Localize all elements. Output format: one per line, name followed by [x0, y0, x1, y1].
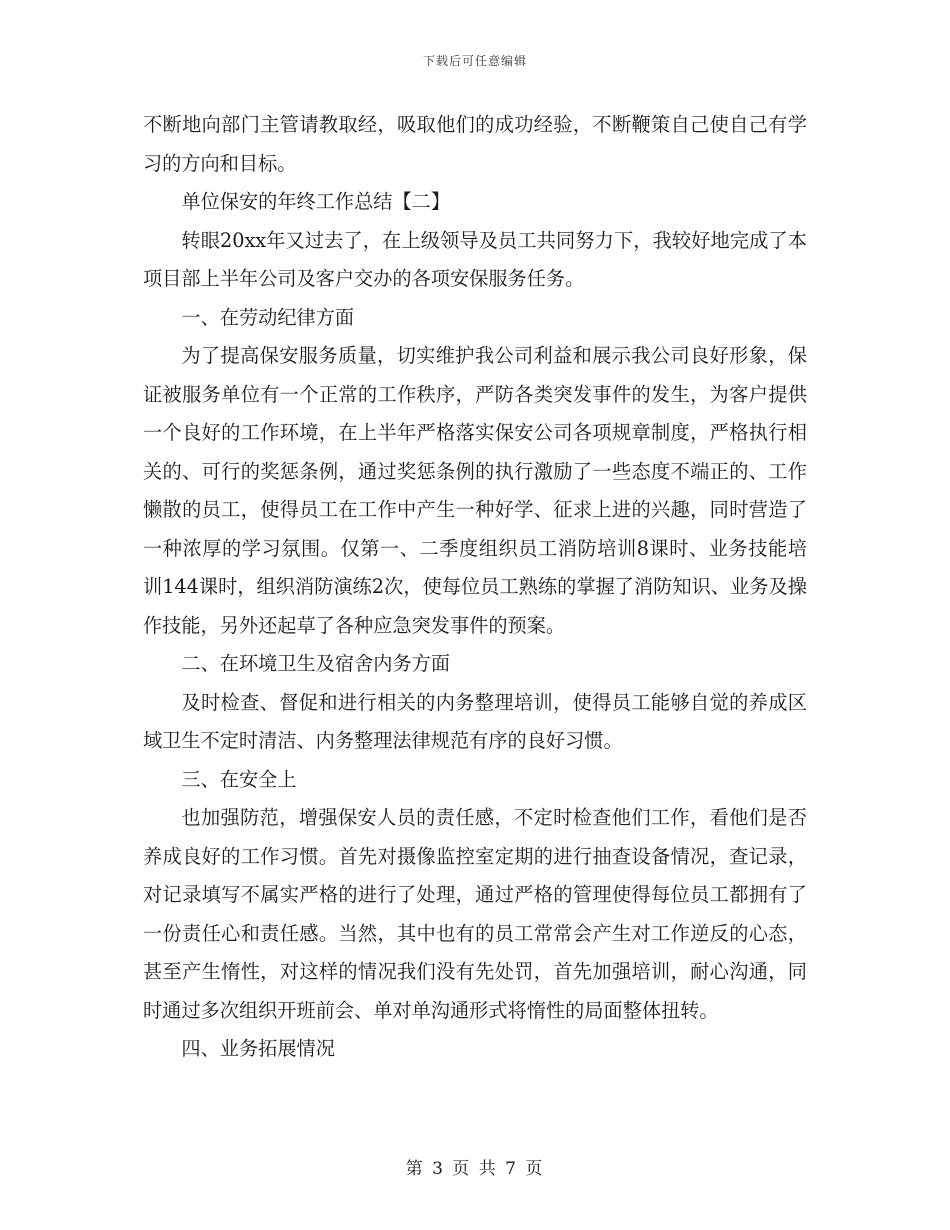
paragraph-continuation: 不断地向部门主管请教取经，吸取他们的成功经验，不断鞭策自己使自己有学习的方向和目标。 — [143, 113, 807, 175]
page-header: 下载后可任意编辑 — [422, 54, 527, 68]
paragraph: 及时检查、督促和进行相关的内务整理培训，使得员工能够自觉的养成区域卫生不定时清洁、内务整理法律规范有序的良好习惯。 — [143, 690, 807, 752]
document-body — [143, 106, 807, 1069]
subheading-business-expansion: 四、业务拓展情况 — [181, 1037, 335, 1060]
paragraph: 转眼20xx年又过去了，在上级领导及员工共同努力下，我较好地完成了本项目部上半年公司及客户交办的各项安保服务任务。 — [143, 228, 807, 290]
subheading-environment-hygiene: 二、在环境卫生及宿舍内务方面 — [181, 652, 451, 675]
subheading-labor-discipline: 一、在劳动纪律方面 — [181, 305, 355, 329]
page-number-footer: 第 3 页 共 7 页 — [405, 1159, 545, 1179]
paragraph: 也加强防范，增强保安人员的责任感，不定时检查他们工作，看他们是否养成良好的工作习惯。首先对摄像监控室定期的进行抽查设备情况，查记录，对记录填写不属实严格的进行了处理，通过严格的管理使得每位员工都拥有了一份责任心和责任感。当然，其中也有的员工常常会产生对工作逆反的心态，甚至产生惰性，对这样的情况我们没有先处罚，首先加强培训，耐心沟通，同时通过多次组织开班前会、单对单沟通形式将惰性的局面整体扭转。 — [143, 806, 807, 1022]
paragraph: 为了提高保安服务质量，切实维护我公司利益和展示我公司良好形象，保证被服务单位有一个正常的工作秩序，严防各类突发事件的发生，为客户提供一个良好的工作环境，在上半年严格落实保安公司各项规章制度，严格执行相关的、可行的奖惩条例，通过奖惩条例的执行激励了一些态度不端正的、工作懒散的员工，使得员工在工作中产生一种好学、征求上进的兴趣，同时营造了一种浓厚的学习氛围。仅第一、二季度组织员工消防培训8课时、业务技能培训144课时，组织消防演练2次，使每位员工熟练的掌握了消防知识、业务及操作技能，另外还起草了各种应急突发事件的预案。 — [143, 344, 807, 637]
subheading-safety: 三、在安全上 — [181, 767, 297, 791]
section-title: 单位保安的年终工作总结【二】 — [181, 190, 451, 213]
